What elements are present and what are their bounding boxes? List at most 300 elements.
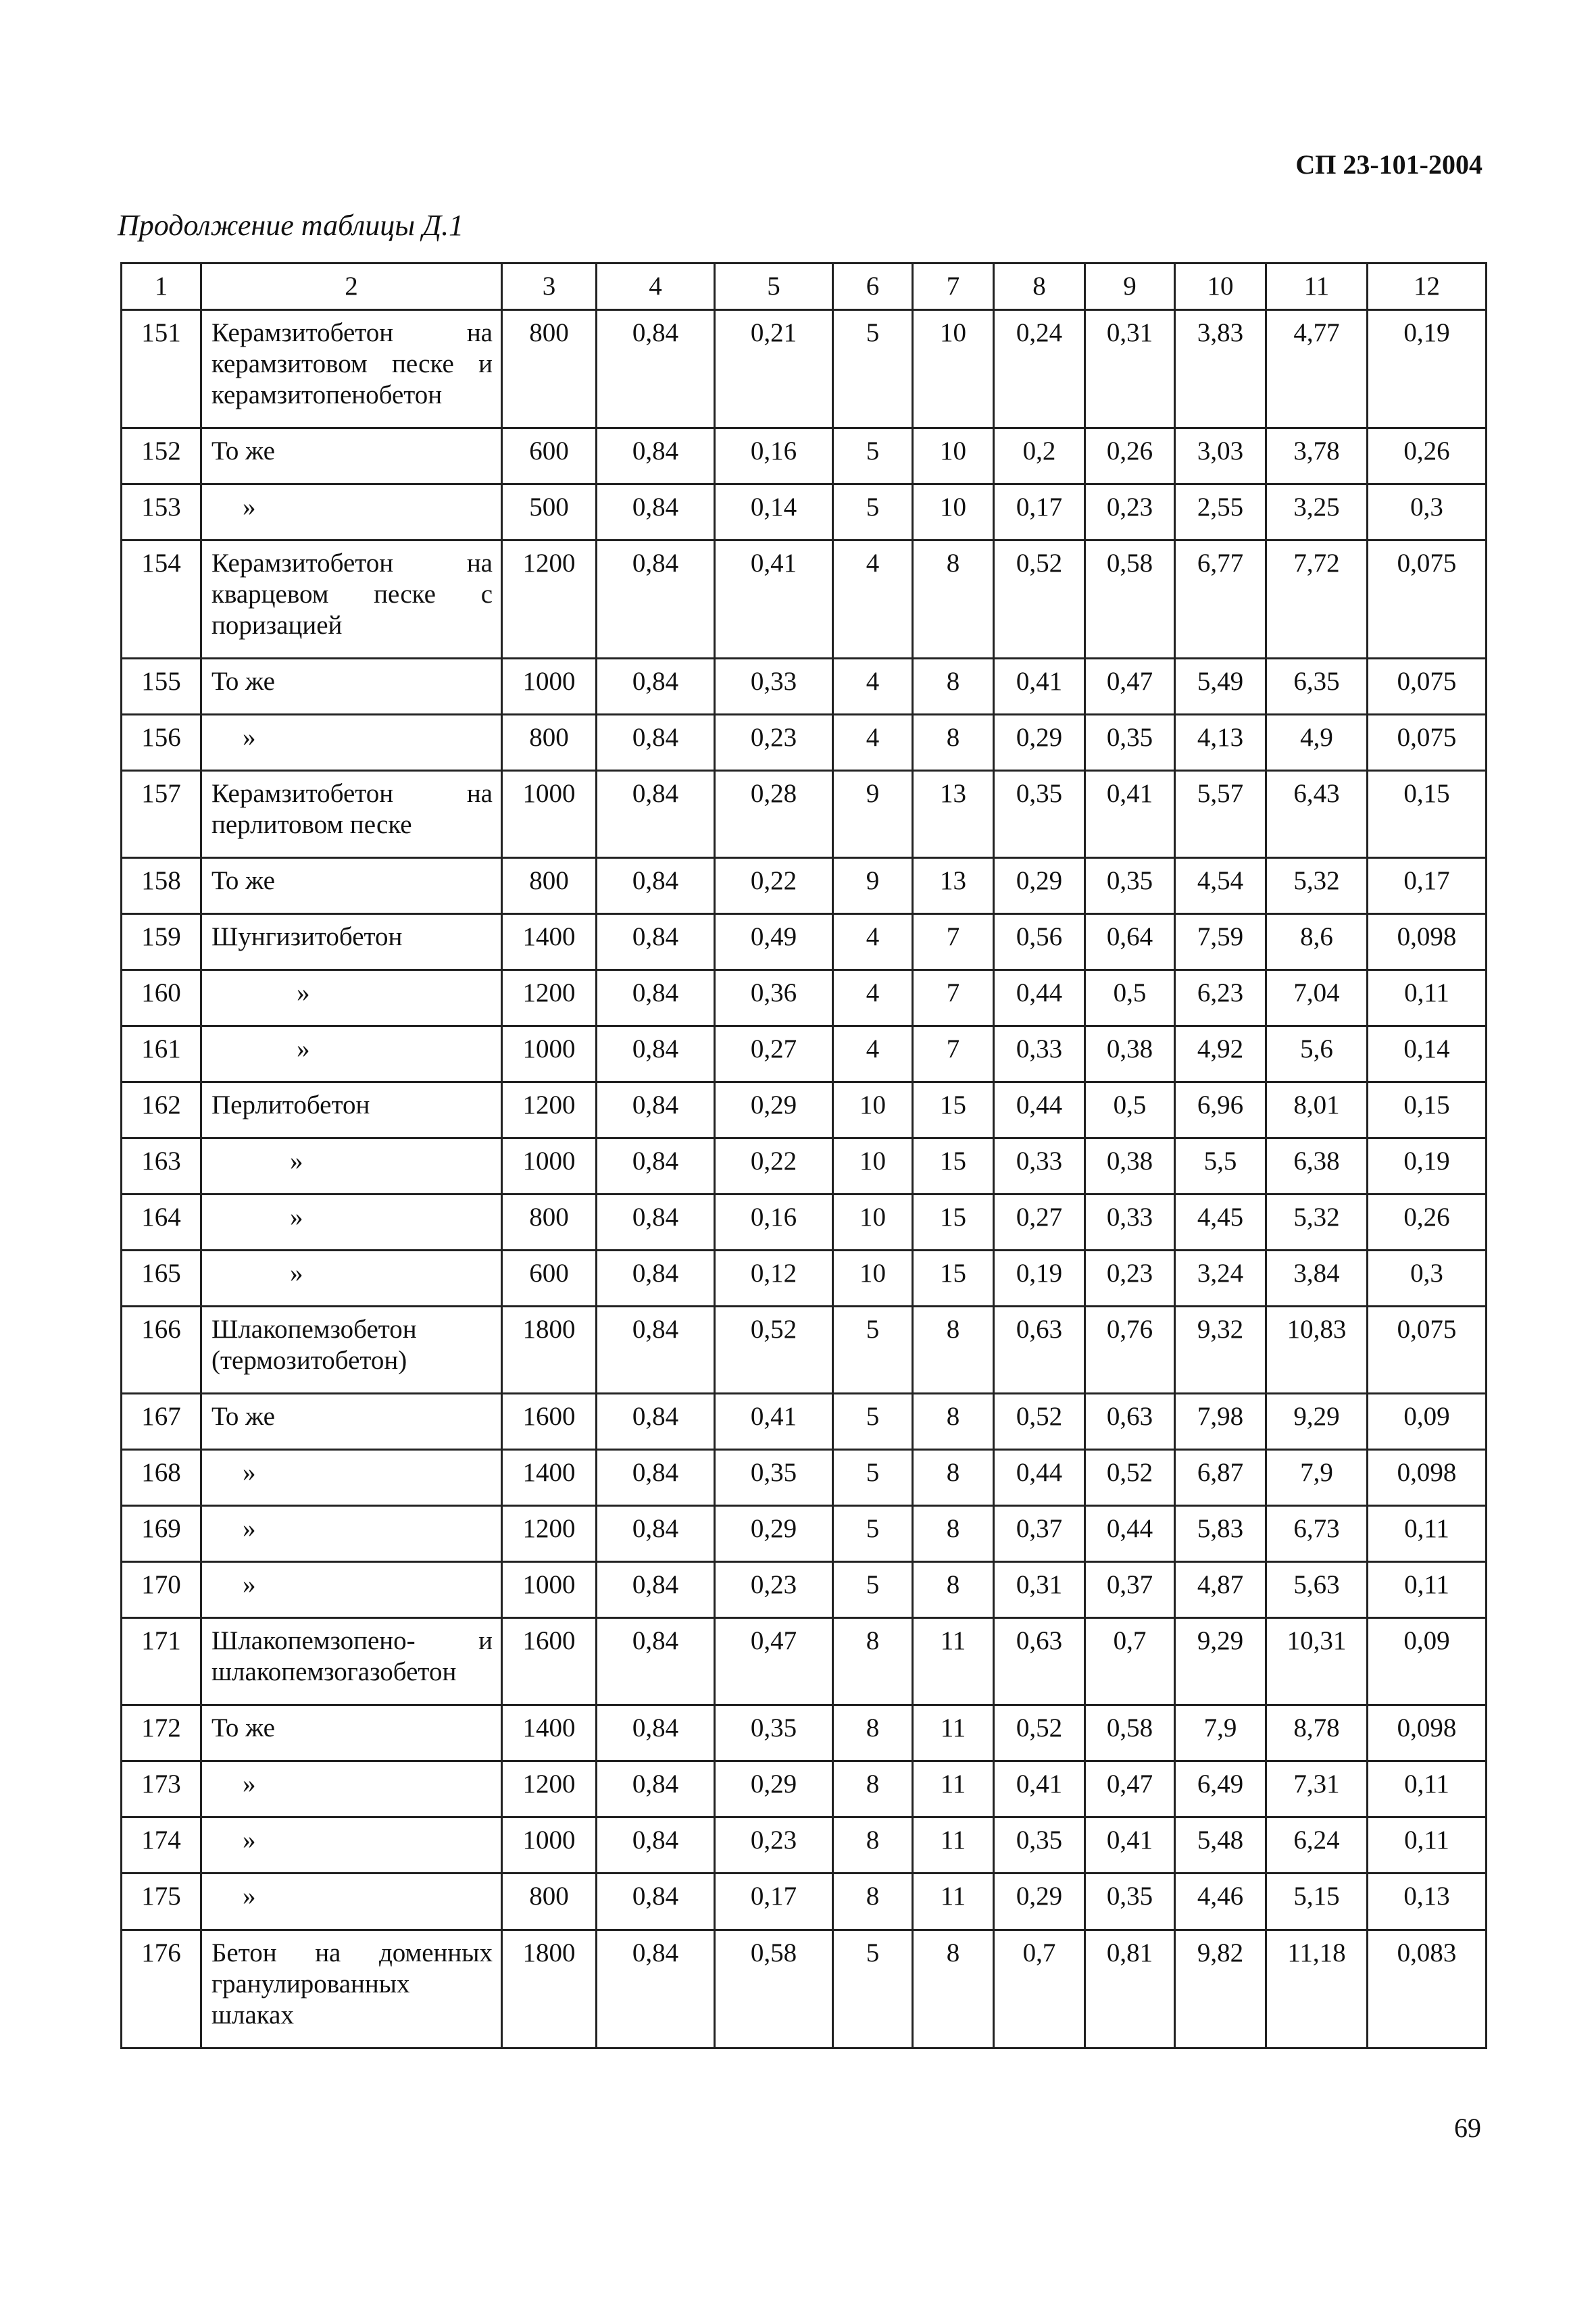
value-cell: 0,84: [597, 1026, 715, 1082]
value-cell: 0,41: [994, 659, 1085, 715]
value-cell: 6,87: [1175, 1450, 1266, 1506]
table-row: [122, 715, 1487, 771]
value-cell: 1200: [502, 1082, 597, 1138]
value-cell: 0,29: [715, 1506, 833, 1562]
table-row: [122, 1873, 1487, 1930]
value-cell: 800: [502, 1194, 597, 1251]
column-header: 7: [913, 263, 994, 310]
value-cell: 0,17: [994, 484, 1085, 540]
value-cell: 0,5: [1085, 1082, 1175, 1138]
value-cell: 0,33: [994, 1026, 1085, 1082]
value-cell: 0,19: [994, 1251, 1085, 1307]
value-cell: 0,84: [597, 540, 715, 659]
value-cell: 0,11: [1368, 1761, 1487, 1817]
value-cell: 7,9: [1266, 1450, 1368, 1506]
value-cell: 0,47: [715, 1618, 833, 1705]
value-cell: 0,29: [994, 1873, 1085, 1930]
value-cell: 0,33: [715, 659, 833, 715]
value-cell: 0,35: [994, 771, 1085, 858]
document-code: СП 23-101-2004: [1295, 149, 1482, 180]
value-cell: 6,24: [1266, 1817, 1368, 1873]
value-cell: 4: [833, 659, 913, 715]
value-cell: 0,23: [715, 715, 833, 771]
value-cell: 1000: [502, 1817, 597, 1873]
value-cell: 0,58: [1085, 1705, 1175, 1761]
value-cell: 0,098: [1368, 1705, 1487, 1761]
value-cell: 5,32: [1266, 858, 1368, 914]
value-cell: 0,84: [597, 310, 715, 428]
value-cell: 0,26: [1368, 1194, 1487, 1251]
value-cell: 6,23: [1175, 970, 1266, 1026]
table-row: [122, 1450, 1487, 1506]
value-cell: 0,27: [715, 1026, 833, 1082]
value-cell: 8: [913, 1506, 994, 1562]
value-cell: 8: [833, 1761, 913, 1817]
value-cell: 9: [833, 858, 913, 914]
value-cell: 500: [502, 484, 597, 540]
value-cell: 11: [913, 1817, 994, 1873]
value-cell: 1400: [502, 1450, 597, 1506]
value-cell: 0,41: [715, 540, 833, 659]
value-cell: 15: [913, 1194, 994, 1251]
value-cell: 0,41: [994, 1761, 1085, 1817]
page-number: 69: [1454, 2113, 1481, 2143]
value-cell: 6,35: [1266, 659, 1368, 715]
value-cell: 0,84: [597, 1394, 715, 1450]
value-cell: 13: [913, 771, 994, 858]
value-cell: 0,52: [994, 1705, 1085, 1761]
value-cell: 9,82: [1175, 1930, 1266, 2048]
value-cell: 0,11: [1368, 1506, 1487, 1562]
value-cell: 0,23: [1085, 1251, 1175, 1307]
value-cell: 0,44: [1085, 1506, 1175, 1562]
value-cell: 0,58: [1085, 540, 1175, 659]
value-cell: 0,29: [994, 715, 1085, 771]
value-cell: 8: [913, 715, 994, 771]
table-row: [122, 1930, 1487, 2048]
value-cell: 8,01: [1266, 1082, 1368, 1138]
row-number-cell: 164: [122, 1194, 201, 1251]
value-cell: 5,83: [1175, 1506, 1266, 1562]
value-cell: 0,47: [1085, 1761, 1175, 1817]
value-cell: 0,84: [597, 1194, 715, 1251]
value-cell: 5,63: [1266, 1562, 1368, 1618]
value-cell: 8: [833, 1618, 913, 1705]
value-cell: 600: [502, 1251, 597, 1307]
value-cell: 3,24: [1175, 1251, 1266, 1307]
value-cell: 15: [913, 1251, 994, 1307]
value-cell: 1200: [502, 1761, 597, 1817]
value-cell: 15: [913, 1082, 994, 1138]
value-cell: 6,49: [1175, 1761, 1266, 1817]
material-name-cell: »: [201, 970, 502, 1026]
value-cell: 4: [833, 914, 913, 970]
table-body: [122, 310, 1487, 2048]
value-cell: 9,29: [1175, 1618, 1266, 1705]
value-cell: 0,84: [597, 1930, 715, 2048]
column-header: 6: [833, 263, 913, 310]
value-cell: 5,5: [1175, 1138, 1266, 1194]
value-cell: 15: [913, 1138, 994, 1194]
value-cell: 0,36: [715, 970, 833, 1026]
material-name-cell: То же: [201, 1394, 502, 1450]
value-cell: 0,35: [1085, 858, 1175, 914]
value-cell: 0,35: [715, 1705, 833, 1761]
material-name-cell: Керамзитобетон на керамзитовом песке и керамзитопенобетон: [201, 310, 502, 428]
value-cell: 0,33: [1085, 1194, 1175, 1251]
column-header: 12: [1368, 263, 1487, 310]
material-name-cell: То же: [201, 428, 502, 484]
value-cell: 0,083: [1368, 1930, 1487, 2048]
value-cell: 0,23: [715, 1562, 833, 1618]
value-cell: 11: [913, 1873, 994, 1930]
row-number-cell: 157: [122, 771, 201, 858]
value-cell: 0,23: [715, 1817, 833, 1873]
value-cell: 600: [502, 428, 597, 484]
value-cell: 0,28: [715, 771, 833, 858]
value-cell: 7: [913, 1026, 994, 1082]
column-header: 5: [715, 263, 833, 310]
value-cell: 1000: [502, 771, 597, 858]
value-cell: 6,96: [1175, 1082, 1266, 1138]
table-row: [122, 1562, 1487, 1618]
value-cell: 9,29: [1266, 1394, 1368, 1450]
value-cell: 0,76: [1085, 1307, 1175, 1394]
row-number-cell: 159: [122, 914, 201, 970]
row-number-cell: 153: [122, 484, 201, 540]
value-cell: 0,11: [1368, 970, 1487, 1026]
value-cell: 0,22: [715, 1138, 833, 1194]
table-row: [122, 310, 1487, 428]
value-cell: 0,84: [597, 1761, 715, 1817]
value-cell: 0,14: [1368, 1026, 1487, 1082]
table-row: [122, 1394, 1487, 1450]
value-cell: 8: [913, 1394, 994, 1450]
value-cell: 0,44: [994, 1450, 1085, 1506]
value-cell: 0,41: [715, 1394, 833, 1450]
material-name-cell: То же: [201, 1705, 502, 1761]
value-cell: 0,84: [597, 659, 715, 715]
value-cell: 1400: [502, 1705, 597, 1761]
value-cell: 5,57: [1175, 771, 1266, 858]
value-cell: 5: [833, 1307, 913, 1394]
row-number-cell: 156: [122, 715, 201, 771]
value-cell: 10,83: [1266, 1307, 1368, 1394]
value-cell: 0,84: [597, 1618, 715, 1705]
value-cell: 8: [913, 540, 994, 659]
value-cell: 1600: [502, 1618, 597, 1705]
value-cell: 0,7: [994, 1930, 1085, 2048]
table-row: [122, 1705, 1487, 1761]
value-cell: 0,098: [1368, 1450, 1487, 1506]
value-cell: 0,84: [597, 715, 715, 771]
value-cell: 5,48: [1175, 1817, 1266, 1873]
value-cell: 0,84: [597, 1450, 715, 1506]
value-cell: 0,16: [715, 428, 833, 484]
material-name-cell: »: [201, 1138, 502, 1194]
value-cell: 7: [913, 914, 994, 970]
value-cell: 0,52: [994, 540, 1085, 659]
value-cell: 1200: [502, 1506, 597, 1562]
value-cell: 0,26: [1085, 428, 1175, 484]
value-cell: 1000: [502, 1026, 597, 1082]
value-cell: 0,075: [1368, 659, 1487, 715]
value-cell: 0,35: [994, 1817, 1085, 1873]
material-name-cell: »: [201, 1450, 502, 1506]
value-cell: 11: [913, 1705, 994, 1761]
row-number-cell: 158: [122, 858, 201, 914]
value-cell: 4,54: [1175, 858, 1266, 914]
material-name-cell: Шунгизитобетон: [201, 914, 502, 970]
value-cell: 0,84: [597, 771, 715, 858]
value-cell: 10: [833, 1082, 913, 1138]
value-cell: 0,52: [1085, 1450, 1175, 1506]
table-row: [122, 914, 1487, 970]
value-cell: 0,63: [994, 1307, 1085, 1394]
value-cell: 0,27: [994, 1194, 1085, 1251]
value-cell: 0,19: [1368, 310, 1487, 428]
column-header: 3: [502, 263, 597, 310]
value-cell: 4,92: [1175, 1026, 1266, 1082]
value-cell: 4,13: [1175, 715, 1266, 771]
value-cell: 0,22: [715, 858, 833, 914]
value-cell: 8: [833, 1873, 913, 1930]
value-cell: 5: [833, 1562, 913, 1618]
value-cell: 7,31: [1266, 1761, 1368, 1817]
value-cell: 1000: [502, 659, 597, 715]
table-row: [122, 858, 1487, 914]
value-cell: 5,15: [1266, 1873, 1368, 1930]
material-name-cell: »: [201, 1817, 502, 1873]
column-header: 8: [994, 263, 1085, 310]
value-cell: 0,84: [597, 1251, 715, 1307]
value-cell: 0,3: [1368, 1251, 1487, 1307]
value-cell: 0,19: [1368, 1138, 1487, 1194]
material-name-cell: То же: [201, 858, 502, 914]
row-number-cell: 152: [122, 428, 201, 484]
value-cell: 0,84: [597, 970, 715, 1026]
value-cell: 0,12: [715, 1251, 833, 1307]
value-cell: 0,11: [1368, 1817, 1487, 1873]
row-number-cell: 162: [122, 1082, 201, 1138]
row-number-cell: 163: [122, 1138, 201, 1194]
table-row: [122, 1307, 1487, 1394]
table-row: [122, 484, 1487, 540]
value-cell: 0,075: [1368, 540, 1487, 659]
value-cell: 0,29: [994, 858, 1085, 914]
value-cell: 0,24: [994, 310, 1085, 428]
value-cell: 0,09: [1368, 1618, 1487, 1705]
value-cell: 4: [833, 540, 913, 659]
value-cell: 3,84: [1266, 1251, 1368, 1307]
material-name-cell: »: [201, 1194, 502, 1251]
value-cell: 0,49: [715, 914, 833, 970]
row-number-cell: 168: [122, 1450, 201, 1506]
value-cell: 0,17: [715, 1873, 833, 1930]
value-cell: 0,47: [1085, 659, 1175, 715]
value-cell: 1600: [502, 1394, 597, 1450]
value-cell: 7,98: [1175, 1394, 1266, 1450]
material-name-cell: Шлакопемзопено- и шлакопемзогазобетон: [201, 1618, 502, 1705]
value-cell: 4,9: [1266, 715, 1368, 771]
value-cell: 0,35: [1085, 715, 1175, 771]
table-row: [122, 428, 1487, 484]
table-row: [122, 771, 1487, 858]
value-cell: 0,84: [597, 428, 715, 484]
value-cell: 10: [913, 484, 994, 540]
value-cell: 0,64: [1085, 914, 1175, 970]
table-row: [122, 1817, 1487, 1873]
value-cell: 0,15: [1368, 771, 1487, 858]
material-name-cell: »: [201, 1026, 502, 1082]
row-number-cell: 173: [122, 1761, 201, 1817]
value-cell: 0,16: [715, 1194, 833, 1251]
material-name-cell: Бетон на доменных гранулированных шлаках: [201, 1930, 502, 2048]
column-header: 11: [1266, 263, 1368, 310]
value-cell: 5,6: [1266, 1026, 1368, 1082]
value-cell: 0,37: [994, 1506, 1085, 1562]
value-cell: 5,49: [1175, 659, 1266, 715]
value-cell: 5: [833, 1450, 913, 1506]
value-cell: 0,58: [715, 1930, 833, 2048]
value-cell: 3,03: [1175, 428, 1266, 484]
value-cell: 1400: [502, 914, 597, 970]
value-cell: 0,44: [994, 1082, 1085, 1138]
value-cell: 8,78: [1266, 1705, 1368, 1761]
table-caption: Продолжение таблицы Д.1: [118, 209, 464, 242]
value-cell: 8: [833, 1817, 913, 1873]
material-name-cell: »: [201, 1251, 502, 1307]
material-name-cell: »: [201, 1761, 502, 1817]
value-cell: 1000: [502, 1138, 597, 1194]
material-name-cell: »: [201, 715, 502, 771]
value-cell: 0,84: [597, 1705, 715, 1761]
value-cell: 5,32: [1266, 1194, 1368, 1251]
value-cell: 0,84: [597, 1817, 715, 1873]
value-cell: 5: [833, 1394, 913, 1450]
value-cell: 0,098: [1368, 914, 1487, 970]
table-row: [122, 1026, 1487, 1082]
value-cell: 0,3: [1368, 484, 1487, 540]
value-cell: 0,44: [994, 970, 1085, 1026]
value-cell: 0,35: [1085, 1873, 1175, 1930]
table-header-row: [122, 263, 1487, 310]
value-cell: 8: [913, 1562, 994, 1618]
value-cell: 6,38: [1266, 1138, 1368, 1194]
value-cell: 800: [502, 715, 597, 771]
value-cell: 0,84: [597, 1307, 715, 1394]
value-cell: 5: [833, 310, 913, 428]
row-number-cell: 171: [122, 1618, 201, 1705]
table-row: [122, 1082, 1487, 1138]
value-cell: 0,41: [1085, 771, 1175, 858]
row-number-cell: 170: [122, 1562, 201, 1618]
value-cell: 0,075: [1368, 715, 1487, 771]
column-header: 1: [122, 263, 201, 310]
value-cell: 13: [913, 858, 994, 914]
row-number-cell: 165: [122, 1251, 201, 1307]
value-cell: 0,52: [994, 1394, 1085, 1450]
value-cell: 800: [502, 858, 597, 914]
value-cell: 0,2: [994, 428, 1085, 484]
table-row: [122, 540, 1487, 659]
value-cell: 0,84: [597, 858, 715, 914]
value-cell: 0,17: [1368, 858, 1487, 914]
value-cell: 0,29: [715, 1082, 833, 1138]
value-cell: 0,11: [1368, 1562, 1487, 1618]
value-cell: 0,14: [715, 484, 833, 540]
value-cell: 0,21: [715, 310, 833, 428]
value-cell: 800: [502, 1873, 597, 1930]
table-row: [122, 1506, 1487, 1562]
value-cell: 0,56: [994, 914, 1085, 970]
column-header: 9: [1085, 263, 1175, 310]
row-number-cell: 166: [122, 1307, 201, 1394]
value-cell: 0,84: [597, 1562, 715, 1618]
value-cell: 7,72: [1266, 540, 1368, 659]
value-cell: 0,41: [1085, 1817, 1175, 1873]
value-cell: 9,32: [1175, 1307, 1266, 1394]
value-cell: 0,35: [715, 1450, 833, 1506]
material-name-cell: Керамзитобетон на перлитовом песке: [201, 771, 502, 858]
value-cell: 0,09: [1368, 1394, 1487, 1450]
value-cell: 1000: [502, 1562, 597, 1618]
value-cell: 0,23: [1085, 484, 1175, 540]
material-name-cell: Шлакопемзобетон (термозитобетон): [201, 1307, 502, 1394]
value-cell: 6,77: [1175, 540, 1266, 659]
value-cell: 0,84: [597, 484, 715, 540]
row-number-cell: 169: [122, 1506, 201, 1562]
table-row: [122, 970, 1487, 1026]
value-cell: 0,15: [1368, 1082, 1487, 1138]
value-cell: 10: [913, 310, 994, 428]
material-name-cell: То же: [201, 659, 502, 715]
value-cell: 10: [833, 1194, 913, 1251]
value-cell: 0,84: [597, 1138, 715, 1194]
value-cell: 2,55: [1175, 484, 1266, 540]
value-cell: 4,77: [1266, 310, 1368, 428]
value-cell: 6,73: [1266, 1506, 1368, 1562]
value-cell: 5: [833, 484, 913, 540]
value-cell: 10,31: [1266, 1618, 1368, 1705]
value-cell: 8: [913, 1930, 994, 2048]
value-cell: 4: [833, 970, 913, 1026]
row-number-cell: 155: [122, 659, 201, 715]
value-cell: 9: [833, 771, 913, 858]
data-table: [120, 262, 1487, 2049]
value-cell: 0,81: [1085, 1930, 1175, 2048]
row-number-cell: 172: [122, 1705, 201, 1761]
value-cell: 0,38: [1085, 1026, 1175, 1082]
value-cell: 10: [833, 1251, 913, 1307]
value-cell: 4,46: [1175, 1873, 1266, 1930]
value-cell: 4: [833, 715, 913, 771]
row-number-cell: 160: [122, 970, 201, 1026]
value-cell: 0,38: [1085, 1138, 1175, 1194]
value-cell: 1200: [502, 970, 597, 1026]
value-cell: 8: [913, 1450, 994, 1506]
value-cell: 1800: [502, 1930, 597, 2048]
value-cell: 800: [502, 310, 597, 428]
column-header: 4: [597, 263, 715, 310]
value-cell: 7,04: [1266, 970, 1368, 1026]
value-cell: 8: [833, 1705, 913, 1761]
value-cell: 0,84: [597, 1082, 715, 1138]
row-number-cell: 176: [122, 1930, 201, 2048]
value-cell: 0,33: [994, 1138, 1085, 1194]
column-header: 2: [201, 263, 502, 310]
table-row: [122, 659, 1487, 715]
